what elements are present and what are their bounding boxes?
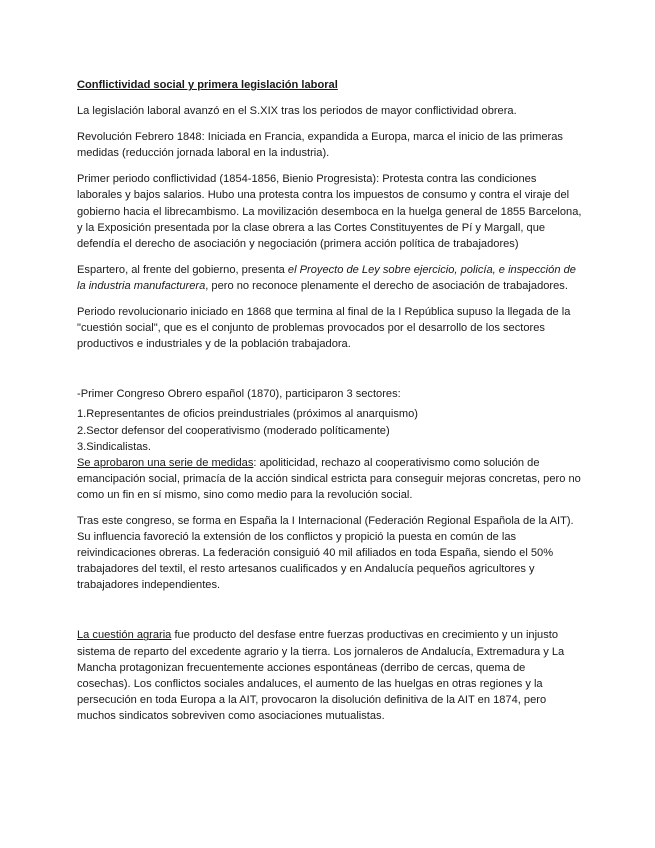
- italic-law-title: el Proyecto de Ley sobre ejercicio, policía, e inspección de la industria manufacturera: [77, 263, 576, 292]
- paragraph-first-international: Tras este congreso, se forma en España la I Internacional (Federación Regional Española de la AIT). Su influencia favoreció la extensión de los conflictos y propició la puesta en común de las reivindicaciones obreras. La federación consiguió 40 mil afiliados en toda España, siendo el 50% trabajadores del textil, el resto artesanos cualificados y en Andalucía pequeños agricultores y trabajadores independientes.: [77, 514, 574, 592]
- paragraph-agrarian-question: [77, 627, 582, 724]
- paragraph-measures: [77, 455, 582, 503]
- paragraph-revolutionary-period: Periodo revolucionario iniciado en 1868 que termina al final de la I República supuso la llegada de la "cuestión social", que es el conjunto de problemas provocados por el desarrollo de los sectores productivos e industriales y de la población trabajadora.: [77, 306, 571, 351]
- text-run: Espartero, al frente del gobierno, presenta: [77, 263, 288, 276]
- paragraph-espartero: [77, 262, 582, 294]
- list-item-2: 2.Sector defensor del cooperativismo (moderado políticamente): [77, 424, 390, 437]
- text-run: , pero no reconoce plenamente el derecho de asociación de trabajadores.: [205, 279, 568, 292]
- underlined-heading: Se aprobaron una serie de medidas: [77, 456, 254, 469]
- list-item-3: 3.Sindicalistas.: [77, 440, 151, 453]
- text-run: fue producto del desfase entre fuerzas productivas en crecimiento y un injusto sistema de reparto del excedente agrario y la tierra. Los jornaleros de Andalucía, Extremadura y La Mancha protagonizan frecuentemente acciones espontáneas (derribo de cercas, quema de cosechas). Los conflictos sociales andaluces, el aumento de las huelgas en otras regiones y la persecución en toda Europa a la AIT, provocaron la disolución definitiva de la AIT en 1874, pero muchos sindicatos sobreviven como asociaciones mutualistas.: [77, 629, 565, 722]
- underlined-heading: La cuestión agraria: [77, 629, 172, 642]
- document-body: [77, 77, 582, 724]
- list-item-1: 1.Representantes de oficios preindustriales (próximos al anarquismo): [77, 408, 418, 421]
- page-title: Conflictividad social y primera legislación laboral: [77, 79, 338, 91]
- paragraph-intro: La legislación laboral avanzó en el S.XIX tras los periodos de mayor conflictividad obrera.: [77, 105, 517, 118]
- paragraph-first-congress: -Primer Congreso Obrero español (1870), participaron 3 sectores:: [77, 388, 401, 401]
- text-run: : apoliticidad, rechazo al cooperativismo como solución de emancipación social, primacía de la acción sindical estricta para conseguir mejoras concretas, pero no como un fin en sí mismo, sino como medio para la revolución social.: [77, 456, 581, 501]
- paragraph-revolution-1848: Revolución Febrero 1848: Iniciada en Francia, expandida a Europa, marca el inicio de las primeras medidas (reducción jornada laboral en la industria).: [77, 131, 563, 160]
- paragraph-first-conflict-period: Primer periodo conflictividad (1854-1856, Bienio Progresista): Protesta contra las condiciones laborales y bajos salarios. Hubo una protesta contra los impuestos de consumo y contra el viraje del gobierno hacia el librecambismo. La movilización desemboca en la huelga general de 1855 Barcelona, y la Exposición presentada por la clase obrera a las Cortes Constituyentes de Pí y Margall, que defendía el derecho de asociación y negociación (primera acción política de trabajadores): [77, 173, 582, 250]
